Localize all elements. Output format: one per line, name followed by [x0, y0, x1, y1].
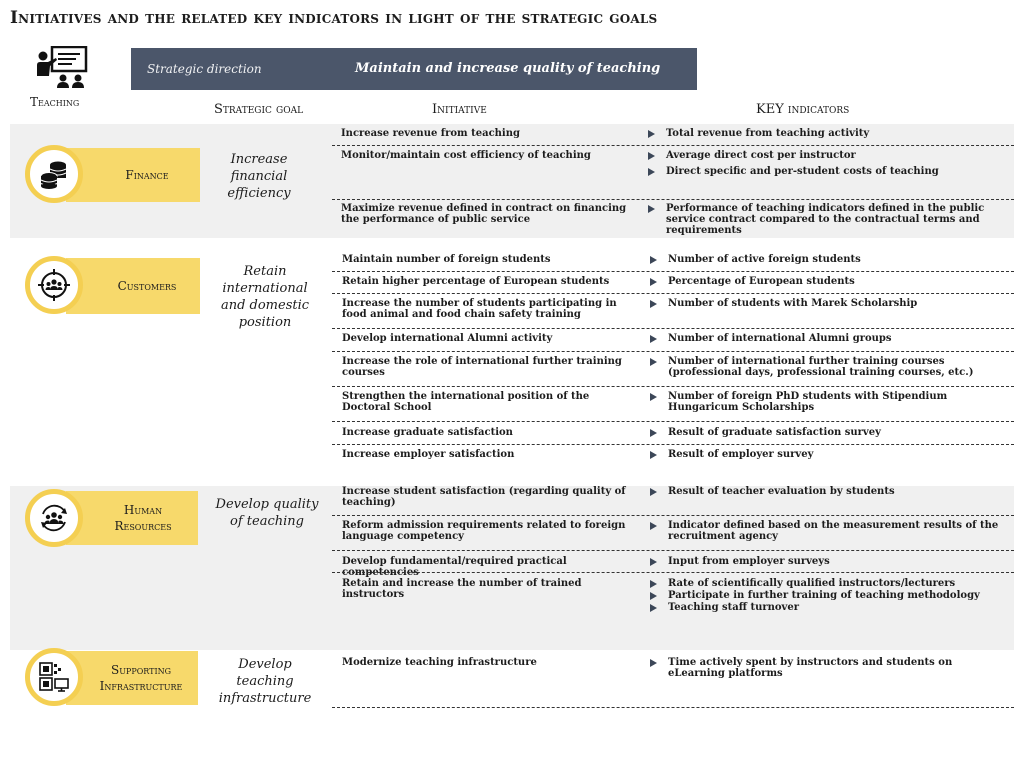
kpi-text: Teaching staff turnover — [668, 602, 799, 613]
hr-initiative: Retain and increase the number of trained instructors — [342, 578, 582, 600]
customers-initiative: Increase the number of students participating in food animal and food chain safety training — [342, 298, 617, 320]
hr-icon-circle — [25, 489, 83, 547]
bullet-triangle-icon — [650, 278, 657, 286]
customers-initiative: Increase the role of international further training courses — [342, 356, 622, 378]
row-divider — [332, 550, 1014, 551]
kpi-text: Input from employer surveys — [668, 556, 830, 567]
bullet-triangle-icon — [650, 558, 657, 566]
bullet-triangle-icon — [650, 592, 657, 600]
kpi-text: Number of foreign PhD students with Stipendium Hungaricum Scholarships — [668, 391, 948, 413]
finance-kpi — [648, 166, 1008, 177]
target-people-icon — [38, 269, 70, 301]
hr-kpi — [650, 520, 1002, 542]
row-divider — [332, 328, 1014, 329]
customers-kpi — [650, 427, 1010, 438]
kpi-text: Rate of scientifically qualified instructors/lecturers — [668, 578, 956, 589]
kpi-text: Number of international further training courses (professional days, professional training courses, etc.) — [668, 356, 974, 378]
hr-label-line1: Human — [123, 503, 163, 517]
kpi-text: Time actively spent by instructors and students on eLearning platforms — [668, 657, 953, 679]
row-divider — [332, 572, 1014, 573]
page-title: Initiatives and the related key indicators in light of the strategic goals — [10, 8, 658, 28]
row-divider — [332, 199, 1014, 200]
bullet-triangle-icon — [650, 429, 657, 437]
kpi-text: Percentage of European students — [668, 276, 855, 287]
infra-perspective-label — [66, 651, 198, 705]
column-header-key-indicators: KEY indicators — [756, 102, 850, 117]
row-divider — [332, 515, 1014, 516]
bullet-triangle-icon — [650, 604, 657, 612]
coins-icon — [38, 158, 70, 190]
row-divider — [332, 351, 1014, 352]
kpi-text: Performance of teaching indicators defined in the public service contract compared to the contractual terms and requirements — [666, 203, 985, 236]
hr-initiative: Reform admission requirements related to foreign language competency — [342, 520, 626, 542]
bullet-triangle-icon — [648, 152, 655, 160]
row-divider — [332, 271, 1014, 272]
kpi-text: Total revenue from teaching activity — [666, 128, 870, 139]
infra-kpi — [650, 657, 1002, 679]
customers-perspective-label: Customers — [66, 258, 200, 314]
column-header-initiative: Initiative — [432, 102, 487, 117]
kpi-text: Average direct cost per instructor — [666, 150, 856, 161]
teaching-label: Teaching — [30, 95, 80, 109]
customers-kpi — [650, 356, 1002, 378]
finance-kpi — [648, 203, 1000, 236]
infra-initiative: Modernize teaching infrastructure — [342, 657, 537, 668]
customers-initiative: Increase employer satisfaction — [342, 449, 515, 460]
bullet-triangle-icon — [650, 358, 657, 366]
qr-screen-icon — [38, 661, 70, 693]
kpi-text: Participate in further training of teaching methodology — [668, 590, 980, 601]
finance-icon-circle — [25, 145, 83, 203]
customers-kpi — [650, 391, 1002, 413]
bullet-triangle-icon — [650, 659, 657, 667]
bullet-triangle-icon — [648, 130, 655, 138]
finance-strategic-goal: Increase financial efficiency — [227, 152, 291, 201]
bullet-triangle-icon — [648, 205, 655, 213]
infra-label-line2: Infrastructure — [99, 679, 183, 693]
infra-label-line1: Supporting — [110, 663, 172, 677]
customers-kpi — [650, 449, 1010, 460]
customers-kpi — [650, 276, 1010, 287]
kpi-text: Result of graduate satisfaction survey — [668, 427, 881, 438]
customers-kpi — [650, 298, 1010, 309]
bullet-triangle-icon — [650, 393, 657, 401]
hr-kpi — [650, 486, 1010, 497]
bullet-triangle-icon — [650, 451, 657, 459]
kpi-text: Result of employer survey — [668, 449, 814, 460]
row-divider — [332, 707, 1014, 708]
customers-initiative: Maintain number of foreign students — [342, 254, 551, 265]
kpi-text: Result of teacher evaluation by students — [668, 486, 895, 497]
finance-initiative: Monitor/maintain cost efficiency of teaching — [341, 150, 591, 161]
row-divider — [332, 444, 1014, 445]
bullet-triangle-icon — [650, 256, 657, 264]
strategic-direction-label: Strategic direction — [147, 62, 262, 76]
finance-perspective-label: Finance — [66, 148, 200, 202]
infra-icon-circle — [25, 648, 83, 706]
customers-initiative: Develop international Alumni activity — [342, 333, 553, 344]
bullet-triangle-icon — [650, 522, 657, 530]
team-cycle-icon — [38, 502, 70, 534]
finance-kpi — [648, 128, 1008, 139]
row-divider — [332, 293, 1014, 294]
hr-initiative: Increase student satisfaction (regarding quality of teaching) — [342, 486, 626, 508]
customers-initiative: Retain higher percentage of European students — [342, 276, 610, 287]
hr-kpi — [650, 602, 1010, 613]
customers-kpi — [650, 254, 1010, 265]
finance-kpi — [648, 150, 1008, 161]
hr-kpi — [650, 556, 1010, 567]
customers-initiative: Strengthen the international position of the Doctoral School — [342, 391, 590, 413]
infra-strategic-goal: Develop teaching infrastructure — [218, 657, 312, 706]
bullet-triangle-icon — [650, 300, 657, 308]
kpi-text: Number of active foreign students — [668, 254, 861, 265]
column-header-strategic-goal: Strategic goal — [214, 102, 304, 117]
customers-initiative: Increase graduate satisfaction — [342, 427, 513, 438]
hr-initiative: Develop fundamental/required practical competencies — [342, 556, 567, 578]
hr-strategic-goal: Develop quality of teaching — [215, 497, 319, 529]
bullet-triangle-icon — [650, 580, 657, 588]
customers-kpi — [650, 333, 1010, 344]
hr-label-line2: Resources — [114, 519, 172, 533]
strategic-direction-banner — [131, 48, 697, 90]
customers-icon-circle — [25, 256, 83, 314]
row-divider — [332, 386, 1014, 387]
kpi-text: Number of students with Marek Scholarship — [668, 298, 918, 309]
kpi-text: Indicator defined based on the measurement results of the recruitment agency — [668, 520, 999, 542]
hr-kpi — [650, 578, 1010, 589]
hr-perspective-label — [66, 491, 198, 545]
hr-kpi — [650, 590, 1010, 601]
row-divider — [332, 145, 1014, 146]
finance-initiative: Increase revenue from teaching — [341, 128, 520, 139]
kpi-text: Number of international Alumni groups — [668, 333, 892, 344]
teacher-board-icon — [36, 46, 88, 88]
finance-initiative: Maximize revenue defined in contract on financing the performance of public service — [341, 203, 627, 225]
bullet-triangle-icon — [650, 335, 657, 343]
bullet-triangle-icon — [648, 168, 655, 176]
strategic-direction-value: Maintain and increase quality of teaching — [355, 61, 661, 76]
customers-strategic-goal: Retain international and domestic position — [220, 264, 310, 330]
kpi-text: Direct specific and per-student costs of teaching — [666, 166, 939, 177]
row-divider — [332, 421, 1014, 422]
bullet-triangle-icon — [650, 488, 657, 496]
